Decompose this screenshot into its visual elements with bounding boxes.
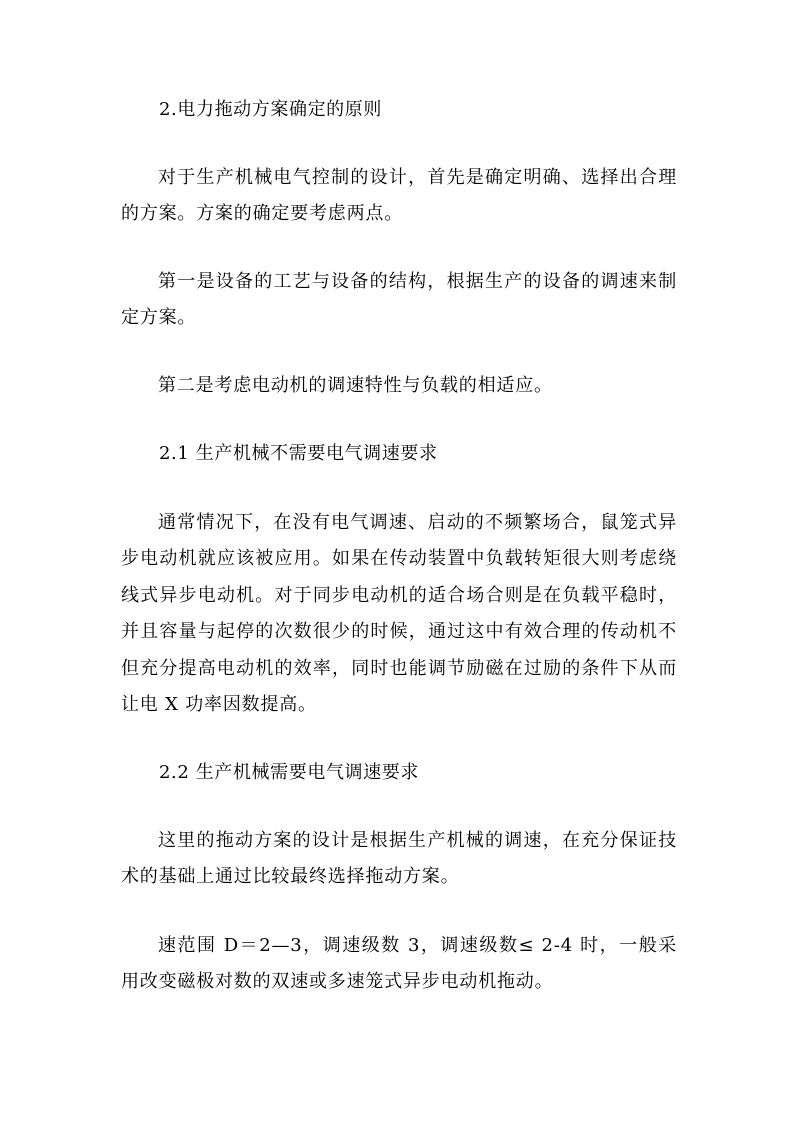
heading-speed-control: 2.2 生产机械需要电气调速要求 (159, 762, 419, 783)
paragraph-intro: 对于生产机械电气控制的设计，首先是确定明确、选择出合理的方案。方案的确定要考虑两点。 (121, 167, 677, 225)
paragraph-second-point: 第二是考虑电动机的调速特性与负载的相适应。 (158, 375, 553, 396)
heading-principles: 2.电力拖动方案确定的原则 (159, 99, 382, 120)
heading-no-speed-control: 2.1 生产机械不需要电气调速要求 (159, 443, 438, 464)
paragraph-speed-range: 速范围 D＝2—3，调速级数 3，调速级数≤ 2-4 时，一般采用改变磁极对数的双速或多速笼式异步电动机拖动。 (121, 935, 677, 993)
paragraph-no-speed-control: 通常情况下，在没有电气调速、启动的不频繁场合，鼠笼式异步电动机就应该被应用。如果在传动装置中负载转矩很大则考虑绕线式异步电动机。对于同步电动机的适合场合则是在负载平稳时，并且容量与起停的次数很少的时候，通过这中有效合理的传动机不但充分提高电动机的效率，同时也能调节励磁在过励的条件下从而让电 X 功率因数提高。 (121, 512, 677, 716)
paragraph-first-point: 第一是设备的工艺与设备的结构，根据生产的设备的调速来制定方案。 (121, 271, 677, 329)
paragraph-speed-control: 这里的拖动方案的设计是根据生产机械的调速，在充分保证技术的基础上通过比较最终选择拖动方案。 (121, 830, 677, 888)
